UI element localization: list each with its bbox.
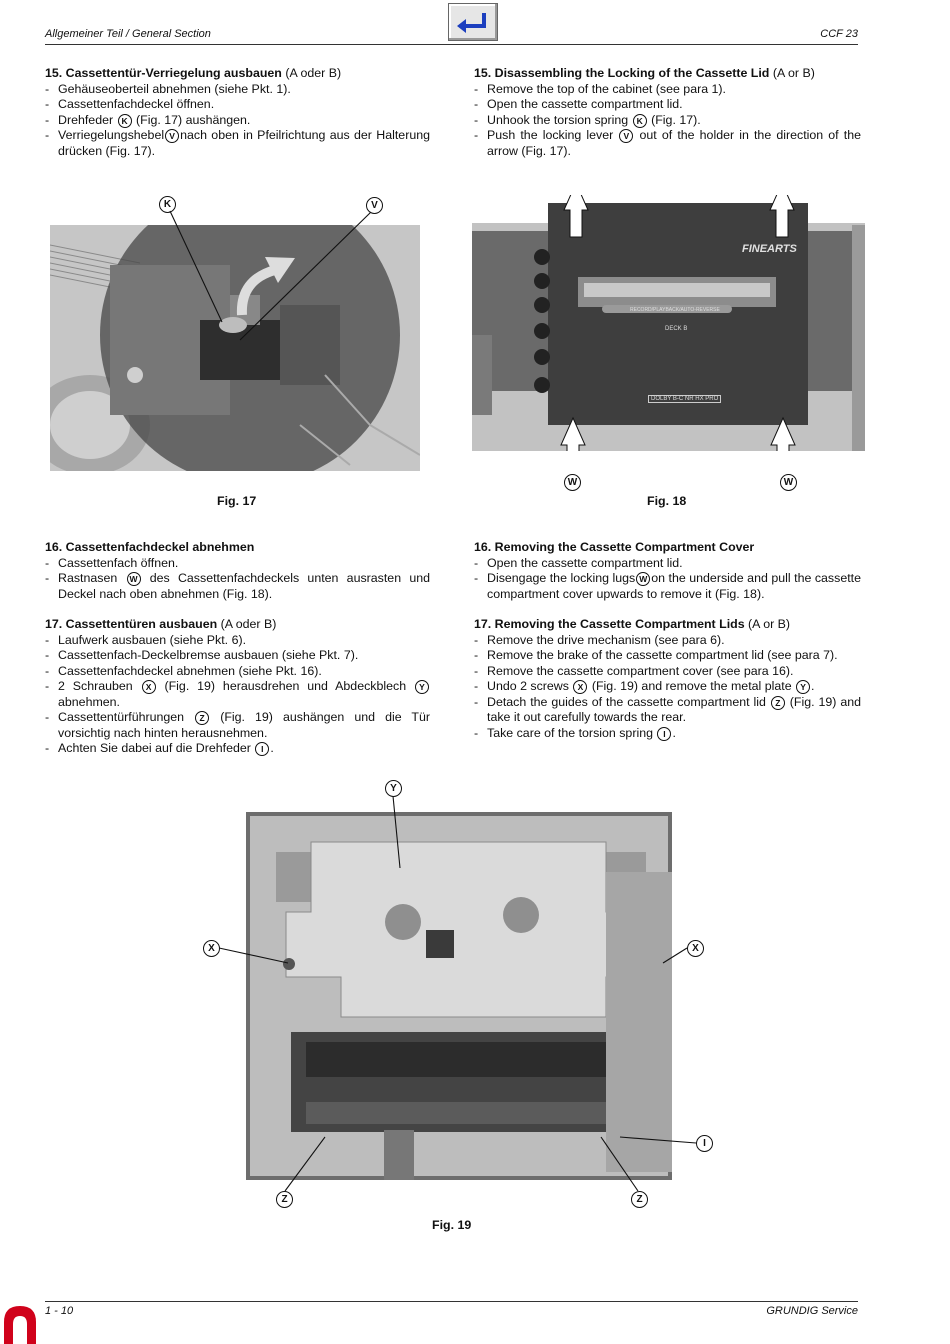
- mark-x: X: [142, 680, 156, 694]
- de-15-qualifier: (A oder B): [285, 66, 342, 80]
- figure-18-photo: [472, 195, 865, 451]
- list-item: - Take care of the torsion spring I .: [474, 726, 861, 742]
- list-item: - Cassettenfach öffnen.: [45, 556, 430, 572]
- de-section-15: [45, 66, 430, 159]
- callout-k: K: [159, 196, 176, 213]
- en-16-title: 16. Removing the Cassette Compartment Cover: [474, 540, 755, 554]
- en-17-title: 17. Removing the Cassette Compartment Lids: [474, 617, 745, 631]
- list-item: - Cassettenfachdeckel abnehmen (siehe Pkt. 16).: [45, 664, 430, 680]
- header-section-title: Allgemeiner Teil / General Section: [45, 28, 211, 40]
- list-item: - 2 Schrauben X (Fig. 19) herausdrehen und Abdeckblech Y abnehmen.: [45, 679, 430, 710]
- page-number: 1 - 10: [45, 1305, 74, 1317]
- list-item: - Cassettenfachdeckel öffnen.: [45, 97, 430, 113]
- list-item: - Remove the brake of the cassette compartment lid (see para 7).: [474, 648, 861, 664]
- callout-w-left: W: [564, 474, 581, 491]
- mark-z: Z: [195, 711, 209, 725]
- fig18-dolby: DOLBY B-C NR HX PRO: [648, 395, 721, 403]
- mark-v: V: [619, 129, 633, 143]
- mark-i: I: [255, 742, 269, 756]
- fig18-deck: DECK B: [665, 326, 688, 332]
- mark-v: V: [165, 129, 179, 143]
- list-item: - Remove the drive mechanism (see para 6).: [474, 633, 861, 649]
- callout-z-left: Z: [276, 1191, 293, 1208]
- de-17-qualifier: (A oder B): [220, 617, 277, 631]
- en-sections-16-17: [474, 540, 861, 741]
- callout-y: Y: [385, 780, 402, 797]
- mark-i: I: [657, 727, 671, 741]
- footer-divider: [45, 1301, 858, 1302]
- back-button[interactable]: [448, 3, 498, 41]
- fig18-brand: FINEARTS: [742, 243, 797, 255]
- figure-19-photo: [246, 812, 672, 1180]
- list-item: - Push the locking lever V out of the holder in the direction of the arrow (Fig. 17).: [474, 128, 861, 159]
- en-section-15: [474, 66, 861, 159]
- mark-w: W: [636, 572, 650, 586]
- de-15-title: 15. Cassettentür-Verriegelung ausbauen: [45, 66, 282, 80]
- mark-y: Y: [415, 680, 429, 694]
- callout-w-right: W: [780, 474, 797, 491]
- footer-brand: GRUNDIG Service: [766, 1305, 858, 1317]
- list-item: - Open the cassette compartment lid.: [474, 97, 861, 113]
- figure-17-photo: [50, 225, 420, 471]
- header-model: CCF 23: [820, 28, 858, 40]
- en-15-qualifier: (A or B): [772, 66, 815, 80]
- fig-17-caption: Fig. 17: [217, 494, 257, 508]
- list-item: - Remove the cassette compartment cover (see para 16).: [474, 664, 861, 680]
- mark-k: K: [633, 114, 647, 128]
- list-item: - Verriegelungshebel V nach oben in Pfeilrichtung aus der Halterung drücken (Fig. 17).: [45, 128, 430, 159]
- list-item: - Unhook the torsion spring K (Fig. 17).: [474, 113, 861, 129]
- en-17-qualifier: (A or B): [748, 617, 791, 631]
- mark-w: W: [127, 572, 141, 586]
- mark-y: Y: [796, 680, 810, 694]
- list-item: - Achten Sie dabei auf die Drehfeder I .: [45, 741, 430, 757]
- fig-19-caption: Fig. 19: [432, 1218, 472, 1232]
- list-item: - Detach the guides of the cassette compartment lid Z (Fig. 19) and take it out carefully towards the rear.: [474, 695, 861, 726]
- list-item: - Disengage the locking lugs W on the underside and pull the cassette compartment cover upwards to remove it (Fig. 18).: [474, 571, 861, 602]
- return-arrow-icon: [454, 9, 492, 35]
- callout-i: I: [696, 1135, 713, 1152]
- fig-18-caption: Fig. 18: [647, 494, 687, 508]
- list-item: - Gehäuseoberteil abnehmen (siehe Pkt. 1).: [45, 82, 430, 98]
- mark-x: X: [573, 680, 587, 694]
- header-divider: [45, 44, 858, 45]
- de-17-title: 17. Cassettentüren ausbauen: [45, 617, 218, 631]
- callout-v: V: [366, 197, 383, 214]
- de-16-title: 16. Cassettenfachdeckel abnehmen: [45, 540, 255, 554]
- list-item: - Open the cassette compartment lid.: [474, 556, 861, 572]
- callout-z-right: Z: [631, 1191, 648, 1208]
- callout-x-left: X: [203, 940, 220, 957]
- list-item: - Cassettentürführungen Z (Fig. 19) aushängen und die Tür vorsichtig nach hinten herausnehmen.: [45, 710, 430, 741]
- list-item: - Remove the top of the cabinet (see para 1).: [474, 82, 861, 98]
- mark-z: Z: [771, 696, 785, 710]
- en-15-title: 15. Disassembling the Locking of the Cassette Lid: [474, 66, 770, 80]
- grundig-logo-icon: [0, 1302, 40, 1344]
- list-item: - Cassettenfach-Deckelbremse ausbauen (siehe Pkt. 7).: [45, 648, 430, 664]
- list-item: - Rastnasen W des Cassettenfachdeckels unten ausrasten und Deckel nach oben abnehmen (Fig. 18).: [45, 571, 430, 602]
- list-item: - Laufwerk ausbauen (siehe Pkt. 6).: [45, 633, 430, 649]
- de-sections-16-17: [45, 540, 430, 757]
- callout-x-right: X: [687, 940, 704, 957]
- list-item: - Drehfeder K (Fig. 17) aushängen.: [45, 113, 430, 129]
- fig18-strip: RECORD/PLAYBACK/AUTO-REVERSE: [630, 307, 720, 313]
- list-item: - Undo 2 screws X (Fig. 19) and remove the metal plate Y .: [474, 679, 861, 695]
- mark-k: K: [118, 114, 132, 128]
